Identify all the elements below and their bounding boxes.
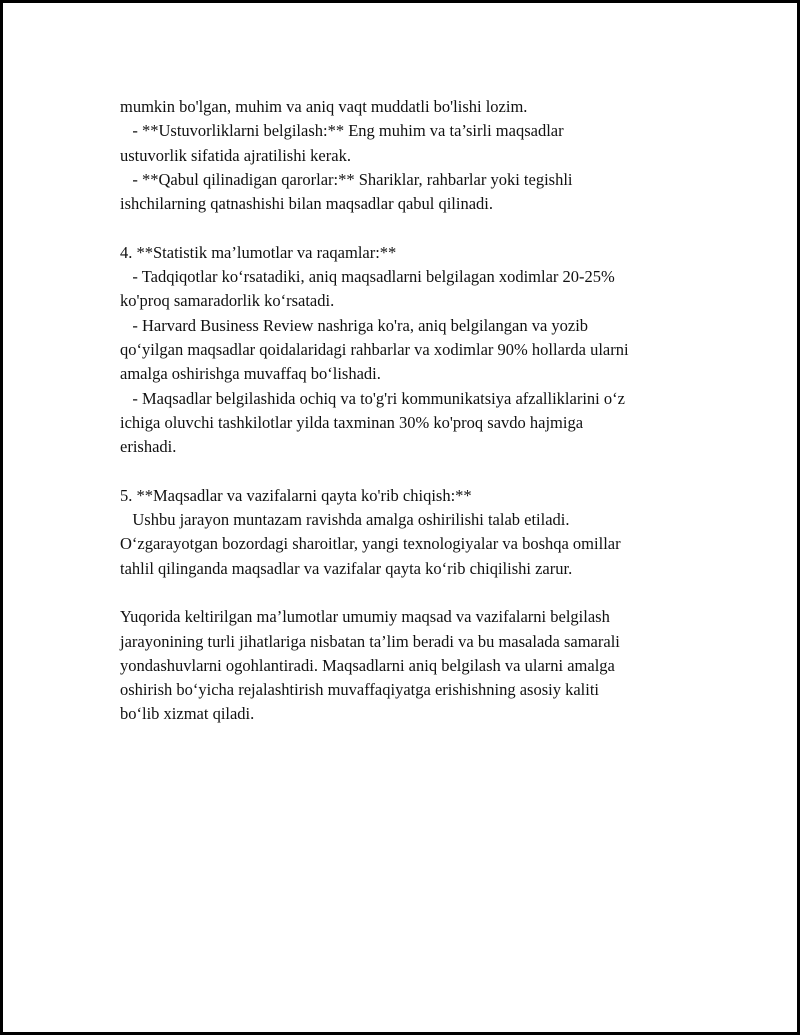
text-line: erishadi. [120,437,177,457]
text-line: amalga oshirishga muvaffaq bo‘lishadi. [120,364,381,384]
text-line: Ushbu jarayon muntazam ravishda amalga oshirilishi talab etiladi. [120,510,570,530]
paragraph-goals-criteria [120,95,720,216]
text-line: yondashuvlarni ogohlantiradi. Maqsadlarni aniq belgilash va ularni amalga [120,655,615,675]
text-line: - Tadqiqotlar ko‘rsatadiki, aniq maqsadlarni belgilagan xodimlar 20-25% [120,267,615,287]
text-line: qo‘yilgan maqsadlar qoidalaridagi rahbarlar va xodimlar 90% hollarda ularni [120,339,629,359]
text-line: ishchilarning qatnashishi bilan maqsadlar qabul qilinadi. [120,194,494,214]
section-heading: 5. **Maqsadlar va vazifalarni qayta ko'rib chiqish:** [120,485,472,505]
text-line: oshirish bo‘yicha rejalashtirish muvaffaqiyatga erishishning asosiy kaliti [120,680,600,700]
text-line: - Maqsadlar belgilashida ochiq va to'g'ri kommunikatsiya afzalliklarini o‘z [120,388,625,408]
paragraph-gap [120,581,720,605]
text-line: jarayonining turli jihatlariga nisbatan ta’lim beradi va bu masalada samarali [120,631,620,651]
text-line: - Harvard Business Review nashriga ko'ra, aniq belgilangan va yozib [120,315,589,335]
section-statistics [120,241,720,460]
paragraph-gap [120,459,720,483]
text-line: ko'proq samaradorlik ko‘rsatadi. [120,291,335,311]
text-line: tahlil qilinganda maqsadlar va vazifalar qayta ko‘rib chiqilishi zarur. [120,558,573,578]
text-line: mumkin bo'lgan, muhim va aniq vaqt muddatli bo'lishi lozim. [120,97,528,116]
text-line: - **Qabul qilinadigan qarorlar:** Shariklar, rahbarlar yoki tegishli [120,169,573,189]
paragraph-gap [120,216,720,240]
text-line: Yuqorida keltirilgan ma’lumotlar umumiy maqsad va vazifalarni belgilash [120,607,610,627]
text-line: - **Ustuvorliklarni belgilash:** Eng muhim va ta’sirli maqsadlar [120,121,564,141]
text-line: ichiga oluvchi tashkilotlar yilda taxminan 30% ko'proq savdo hajmiga [120,412,584,432]
section-heading: 4. **Statistik ma’lumotlar va raqamlar:** [120,242,397,262]
text-line: O‘zgarayotgan bozordagi sharoitlar, yangi texnologiyalar va boshqa omillar [120,534,621,554]
paragraph-conclusion [120,605,720,726]
text-line: bo‘lib xizmat qiladi. [120,704,255,724]
text-line: ustuvorlik sifatida ajratilishi kerak. [120,145,351,165]
section-review [120,484,720,581]
document-body [120,95,720,727]
